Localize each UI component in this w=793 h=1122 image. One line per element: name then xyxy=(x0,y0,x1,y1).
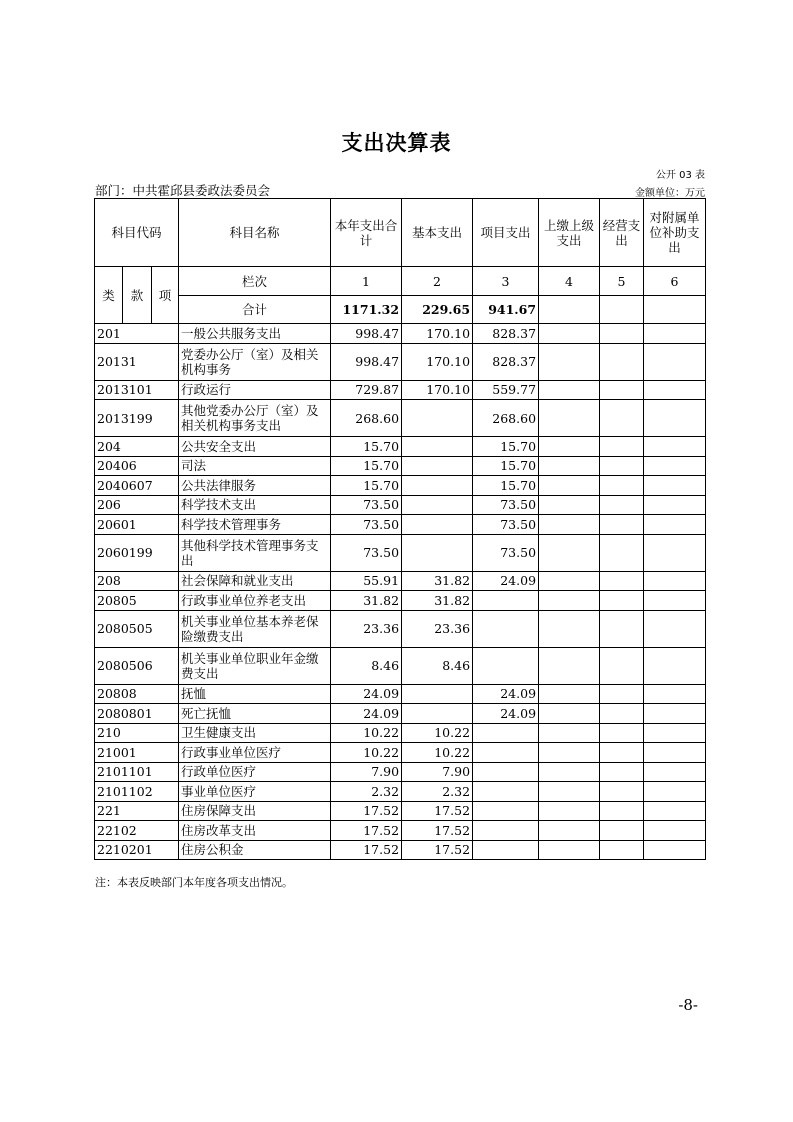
row-business xyxy=(600,821,644,841)
row-basic: 7.90 xyxy=(402,762,473,782)
row-project xyxy=(473,840,539,860)
row-project: 73.50 xyxy=(473,495,539,515)
table-row xyxy=(95,782,706,802)
header-code: 科目代码 xyxy=(95,199,179,267)
row-name: 住房改革支出 xyxy=(179,821,331,841)
sum-business xyxy=(600,296,644,324)
row-name: 住房保障支出 xyxy=(179,801,331,821)
row-code: 20601 xyxy=(95,515,179,535)
row-business xyxy=(600,723,644,743)
row-total: 17.52 xyxy=(331,821,402,841)
row-total: 24.09 xyxy=(331,704,402,724)
row-total: 31.82 xyxy=(331,591,402,611)
row-code: 22102 xyxy=(95,821,179,841)
row-basic xyxy=(402,704,473,724)
row-upper xyxy=(539,801,600,821)
row-subsidy xyxy=(644,762,706,782)
row-code: 206 xyxy=(95,495,179,515)
row-upper xyxy=(539,534,600,571)
sum-total: 1171.32 xyxy=(331,296,402,324)
row-business xyxy=(600,534,644,571)
row-name: 公共法律服务 xyxy=(179,476,331,496)
row-subsidy xyxy=(644,437,706,457)
row-basic: 170.10 xyxy=(402,380,473,400)
table-row xyxy=(95,343,706,380)
table-row xyxy=(95,400,706,437)
row-name: 机关事业单位职业年金缴费支出 xyxy=(179,647,331,684)
row-total: 73.50 xyxy=(331,534,402,571)
row-upper xyxy=(539,571,600,591)
row-basic: 170.10 xyxy=(402,324,473,344)
col-num-6: 6 xyxy=(644,267,706,296)
row-basic: 17.52 xyxy=(402,801,473,821)
row-upper xyxy=(539,723,600,743)
row-code: 2080505 xyxy=(95,610,179,647)
row-business xyxy=(600,380,644,400)
row-project xyxy=(473,610,539,647)
row-project: 559.77 xyxy=(473,380,539,400)
table-row xyxy=(95,684,706,704)
row-basic: 31.82 xyxy=(402,571,473,591)
row-subsidy xyxy=(644,704,706,724)
row-basic: 10.22 xyxy=(402,723,473,743)
row-subsidy xyxy=(644,782,706,802)
row-code: 201 xyxy=(95,324,179,344)
row-upper xyxy=(539,782,600,802)
table-row xyxy=(95,610,706,647)
row-project xyxy=(473,647,539,684)
row-upper xyxy=(539,437,600,457)
row-name: 公共安全支出 xyxy=(179,437,331,457)
row-upper xyxy=(539,476,600,496)
row-code: 20406 xyxy=(95,456,179,476)
header-xiang: 项 xyxy=(152,267,179,324)
header-subsidy: 对附属单位补助支出 xyxy=(644,199,706,267)
row-project: 15.70 xyxy=(473,437,539,457)
row-upper xyxy=(539,400,600,437)
row-name: 社会保障和就业支出 xyxy=(179,571,331,591)
table-row xyxy=(95,456,706,476)
row-code: 2101102 xyxy=(95,782,179,802)
row-code: 2080801 xyxy=(95,704,179,724)
row-total: 998.47 xyxy=(331,324,402,344)
row-basic: 17.52 xyxy=(402,840,473,860)
row-business xyxy=(600,343,644,380)
page-number: -8- xyxy=(678,996,698,1014)
row-project: 15.70 xyxy=(473,456,539,476)
table-row xyxy=(95,437,706,457)
table-row xyxy=(95,743,706,763)
sum-label: 合计 xyxy=(179,296,331,324)
row-upper xyxy=(539,591,600,611)
row-business xyxy=(600,782,644,802)
row-total: 998.47 xyxy=(331,343,402,380)
row-total: 10.22 xyxy=(331,723,402,743)
column-number-row xyxy=(95,267,706,296)
totals-row xyxy=(95,296,706,324)
sum-basic: 229.65 xyxy=(402,296,473,324)
row-basic: 17.52 xyxy=(402,821,473,841)
row-subsidy xyxy=(644,801,706,821)
table-row xyxy=(95,515,706,535)
header-total: 本年支出合计 xyxy=(331,199,402,267)
row-project xyxy=(473,801,539,821)
row-project xyxy=(473,821,539,841)
row-code: 2013101 xyxy=(95,380,179,400)
row-total: 15.70 xyxy=(331,476,402,496)
row-project: 15.70 xyxy=(473,476,539,496)
row-project: 73.50 xyxy=(473,515,539,535)
row-upper xyxy=(539,840,600,860)
row-name: 卫生健康支出 xyxy=(179,723,331,743)
row-code: 221 xyxy=(95,801,179,821)
table-row xyxy=(95,647,706,684)
row-basic xyxy=(402,400,473,437)
row-subsidy xyxy=(644,610,706,647)
table-row xyxy=(95,591,706,611)
row-upper xyxy=(539,515,600,535)
table-row xyxy=(95,476,706,496)
row-upper xyxy=(539,743,600,763)
row-upper xyxy=(539,821,600,841)
table-row xyxy=(95,801,706,821)
table-row xyxy=(95,821,706,841)
row-subsidy xyxy=(644,380,706,400)
row-project: 268.60 xyxy=(473,400,539,437)
row-project xyxy=(473,723,539,743)
row-basic: 8.46 xyxy=(402,647,473,684)
row-name: 行政事业单位养老支出 xyxy=(179,591,331,611)
table-row xyxy=(95,571,706,591)
row-name: 死亡抚恤 xyxy=(179,704,331,724)
row-project: 24.09 xyxy=(473,704,539,724)
row-project: 828.37 xyxy=(473,343,539,380)
row-business xyxy=(600,400,644,437)
unit-label: 金额单位：万元 xyxy=(635,188,705,199)
row-total: 10.22 xyxy=(331,743,402,763)
row-subsidy xyxy=(644,840,706,860)
table-row xyxy=(95,762,706,782)
row-name: 党委办公厅（室）及相关机构事务 xyxy=(179,343,331,380)
row-subsidy xyxy=(644,324,706,344)
page-title: 支出决算表 xyxy=(341,131,452,155)
header-kuan: 款 xyxy=(123,267,152,324)
row-business xyxy=(600,801,644,821)
row-code: 2060199 xyxy=(95,534,179,571)
row-basic: 170.10 xyxy=(402,343,473,380)
row-total: 8.46 xyxy=(331,647,402,684)
row-business xyxy=(600,610,644,647)
form-number: 公开 03 表 xyxy=(655,170,705,181)
row-basic xyxy=(402,534,473,571)
row-upper xyxy=(539,647,600,684)
row-total: 268.60 xyxy=(331,400,402,437)
row-subsidy xyxy=(644,400,706,437)
row-name: 事业单位医疗 xyxy=(179,782,331,802)
row-business xyxy=(600,495,644,515)
row-basic xyxy=(402,456,473,476)
table-row xyxy=(95,380,706,400)
row-business xyxy=(600,456,644,476)
row-total: 729.87 xyxy=(331,380,402,400)
row-name: 行政事业单位医疗 xyxy=(179,743,331,763)
row-basic: 2.32 xyxy=(402,782,473,802)
row-subsidy xyxy=(644,684,706,704)
row-business xyxy=(600,476,644,496)
row-subsidy xyxy=(644,495,706,515)
header-row xyxy=(95,199,706,267)
row-upper xyxy=(539,380,600,400)
row-total: 23.36 xyxy=(331,610,402,647)
row-basic: 31.82 xyxy=(402,591,473,611)
row-business xyxy=(600,515,644,535)
col-num-5: 5 xyxy=(600,267,644,296)
row-code: 2080506 xyxy=(95,647,179,684)
row-code: 21001 xyxy=(95,743,179,763)
row-code: 20808 xyxy=(95,684,179,704)
row-subsidy xyxy=(644,456,706,476)
row-total: 17.52 xyxy=(331,840,402,860)
row-name: 住房公积金 xyxy=(179,840,331,860)
row-total: 7.90 xyxy=(331,762,402,782)
header-basic: 基本支出 xyxy=(402,199,473,267)
row-code: 20805 xyxy=(95,591,179,611)
row-project xyxy=(473,762,539,782)
row-project xyxy=(473,743,539,763)
row-subsidy xyxy=(644,743,706,763)
row-project: 73.50 xyxy=(473,534,539,571)
table-row xyxy=(95,704,706,724)
row-project: 24.09 xyxy=(473,571,539,591)
header-business: 经营支出 xyxy=(600,199,644,267)
table-note: 注：本表反映部门本年度各项支出情况。 xyxy=(95,876,293,889)
row-upper xyxy=(539,704,600,724)
row-basic: 10.22 xyxy=(402,743,473,763)
row-name: 行政运行 xyxy=(179,380,331,400)
row-business xyxy=(600,324,644,344)
col-num-1: 1 xyxy=(331,267,402,296)
row-total: 17.52 xyxy=(331,801,402,821)
row-subsidy xyxy=(644,571,706,591)
sum-subsidy xyxy=(644,296,706,324)
row-name: 科学技术支出 xyxy=(179,495,331,515)
row-basic xyxy=(402,515,473,535)
row-code: 204 xyxy=(95,437,179,457)
row-basic xyxy=(402,437,473,457)
table-row xyxy=(95,840,706,860)
col-num-4: 4 xyxy=(539,267,600,296)
row-code: 2040607 xyxy=(95,476,179,496)
row-business xyxy=(600,571,644,591)
col-num-3: 3 xyxy=(473,267,539,296)
row-project xyxy=(473,782,539,802)
row-code: 2210201 xyxy=(95,840,179,860)
row-subsidy xyxy=(644,723,706,743)
row-name: 抚恤 xyxy=(179,684,331,704)
row-basic xyxy=(402,495,473,515)
row-name: 其他党委办公厅（室）及相关机构事务支出 xyxy=(179,400,331,437)
row-upper xyxy=(539,684,600,704)
row-business xyxy=(600,684,644,704)
row-upper xyxy=(539,610,600,647)
row-upper xyxy=(539,324,600,344)
row-total: 15.70 xyxy=(331,437,402,457)
table-row xyxy=(95,324,706,344)
department-label: 部门：中共霍邱县委政法委员会 xyxy=(95,183,271,198)
row-code: 2013199 xyxy=(95,400,179,437)
row-name: 机关事业单位基本养老保险缴费支出 xyxy=(179,610,331,647)
row-project: 828.37 xyxy=(473,324,539,344)
row-total: 2.32 xyxy=(331,782,402,802)
sum-project: 941.67 xyxy=(473,296,539,324)
row-basic xyxy=(402,684,473,704)
table-row xyxy=(95,723,706,743)
row-project: 24.09 xyxy=(473,684,539,704)
row-name: 其他科学技术管理事务支出 xyxy=(179,534,331,571)
header-name: 科目名称 xyxy=(179,199,331,267)
row-name: 一般公共服务支出 xyxy=(179,324,331,344)
row-business xyxy=(600,762,644,782)
row-code: 208 xyxy=(95,571,179,591)
row-code: 20131 xyxy=(95,343,179,380)
row-subsidy xyxy=(644,821,706,841)
row-total: 73.50 xyxy=(331,495,402,515)
header-lei: 类 xyxy=(95,267,123,324)
col-num-2: 2 xyxy=(402,267,473,296)
sum-upper xyxy=(539,296,600,324)
row-subsidy xyxy=(644,591,706,611)
row-basic: 23.36 xyxy=(402,610,473,647)
row-code: 2101101 xyxy=(95,762,179,782)
header-upper: 上缴上级支出 xyxy=(539,199,600,267)
header-project: 项目支出 xyxy=(473,199,539,267)
row-subsidy xyxy=(644,515,706,535)
row-business xyxy=(600,840,644,860)
row-basic xyxy=(402,476,473,496)
row-upper xyxy=(539,456,600,476)
row-business xyxy=(600,437,644,457)
row-subsidy xyxy=(644,534,706,571)
row-subsidy xyxy=(644,647,706,684)
row-subsidy xyxy=(644,343,706,380)
row-business xyxy=(600,647,644,684)
column-label: 栏次 xyxy=(179,267,331,296)
row-subsidy xyxy=(644,476,706,496)
row-business xyxy=(600,743,644,763)
row-name: 行政单位医疗 xyxy=(179,762,331,782)
row-code: 210 xyxy=(95,723,179,743)
row-upper xyxy=(539,495,600,515)
expenditure-table xyxy=(94,198,706,860)
row-total: 15.70 xyxy=(331,456,402,476)
row-project xyxy=(473,591,539,611)
table-row xyxy=(95,495,706,515)
row-upper xyxy=(539,343,600,380)
row-total: 24.09 xyxy=(331,684,402,704)
row-business xyxy=(600,704,644,724)
row-upper xyxy=(539,762,600,782)
row-name: 司法 xyxy=(179,456,331,476)
table-row xyxy=(95,534,706,571)
row-total: 55.91 xyxy=(331,571,402,591)
row-total: 73.50 xyxy=(331,515,402,535)
row-name: 科学技术管理事务 xyxy=(179,515,331,535)
row-business xyxy=(600,591,644,611)
